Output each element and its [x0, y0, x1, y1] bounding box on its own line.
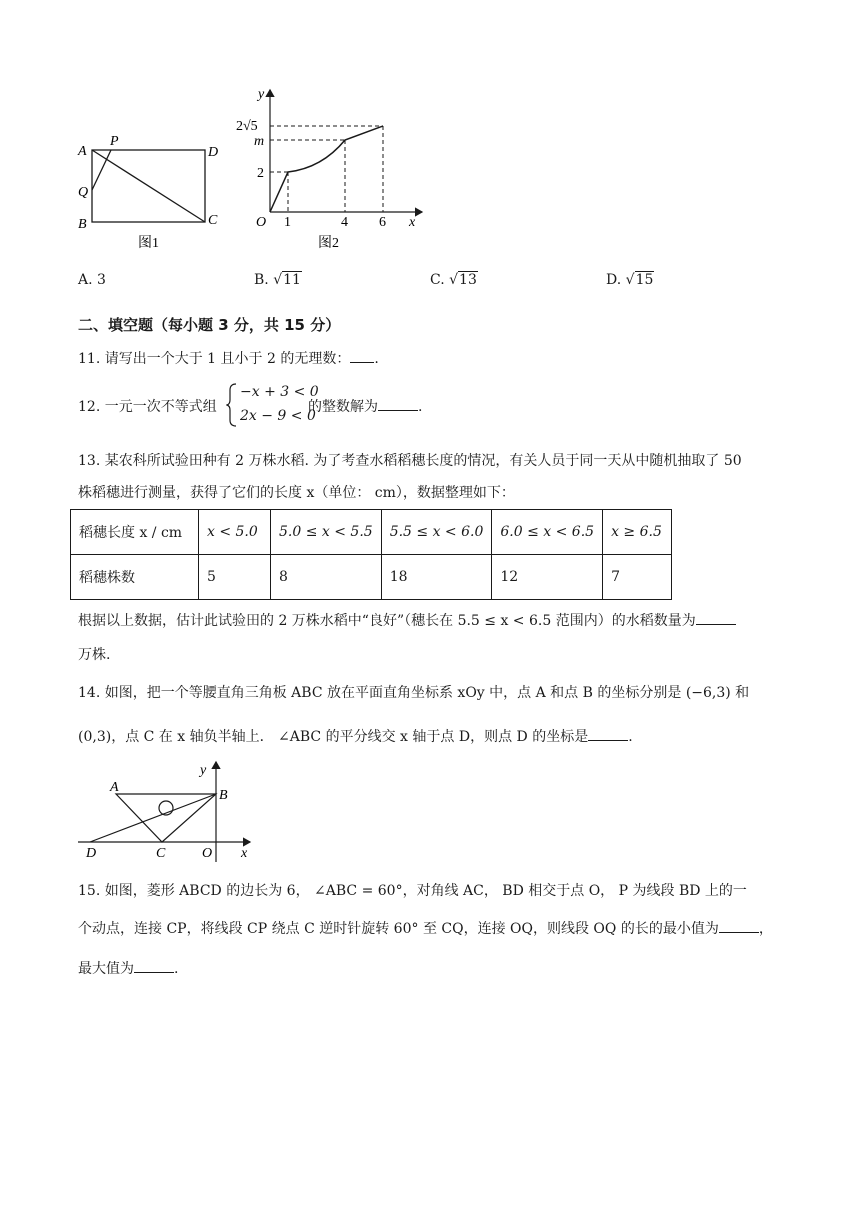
sqrt-icon: √13 [449, 272, 477, 288]
data-table [70, 509, 672, 600]
question-13-line-1: 13. 某农科所试验田种有 2 万株水稻. 为了考查水稻稻穗长度的情况，有关人员于同一天从中随机抽取了 50 [78, 453, 742, 469]
label-d: D [86, 846, 97, 861]
function-curve [270, 126, 383, 212]
option-d [606, 272, 654, 288]
sqrt-icon: √11 [273, 272, 301, 288]
figure-1-rectangle [72, 128, 232, 254]
question-14-line-2 [78, 726, 633, 746]
question-12-end: . [418, 399, 423, 415]
option-c-prefix: C. [430, 272, 445, 288]
y-tick-2: 2 [257, 166, 264, 181]
option-b [254, 272, 302, 288]
label-p: P [110, 134, 119, 149]
label-c: C [156, 846, 166, 861]
question-13-after-1 [78, 610, 736, 630]
question-15-line-3-text: 最大值为 [78, 961, 134, 977]
question-15-line-3 [78, 958, 178, 978]
axis-y-label: y [258, 87, 265, 102]
question-12-suffix-text: 的整数解为 [308, 399, 378, 415]
table-cell: 稻穗长度 x / cm [71, 510, 199, 555]
brace-icon [226, 382, 238, 428]
x-tick-4: 4 [341, 215, 348, 230]
label-a: A [78, 144, 87, 159]
question-15-line-2 [78, 918, 773, 938]
answer-blank [378, 398, 418, 411]
table-cell: 18 [381, 555, 492, 600]
option-d-value: 15 [635, 272, 654, 288]
figure-2-graph [232, 84, 432, 256]
question-11 [78, 348, 379, 368]
label-q: Q [78, 185, 89, 200]
question-13-after-2: 万株. [78, 647, 111, 663]
segment-ac [92, 150, 205, 222]
table-cell: 5.5 ≤ x < 6.0 [381, 510, 492, 555]
label-a: A [110, 780, 119, 795]
label-b: B [78, 217, 87, 232]
x-tick-1: 1 [284, 215, 291, 230]
question-12-suffix [308, 396, 422, 416]
table-cell: x ≥ 6.5 [603, 510, 672, 555]
table-cell: 稻穗株数 [71, 555, 199, 600]
option-b-value: 11 [283, 272, 301, 288]
label-x: x [241, 846, 248, 861]
table-row [71, 555, 672, 600]
table-cell: 7 [603, 555, 672, 600]
answer-blank [350, 350, 374, 363]
option-b-prefix: B. [254, 272, 269, 288]
table-cell: x < 5.0 [199, 510, 271, 555]
bisector-bd [90, 794, 216, 842]
label-o: O [202, 846, 213, 861]
label-y: y [200, 763, 207, 778]
y-tick-m: m [254, 134, 265, 149]
option-d-prefix: D. [606, 272, 622, 288]
question-11-text: 11. 请写出一个大于 1 且小于 2 的无理数： [78, 351, 351, 367]
figure-3-coordinate-triangle [74, 756, 260, 866]
question-12-prefix: 12. 一元一次不等式组 [78, 399, 217, 415]
inequality-2: 2x − 9 < 0 [240, 408, 316, 424]
sqrt-icon: √15 [625, 272, 654, 288]
question-15-line-1: 15. 如图，菱形 ABCD 的边长为 6， ∠ABC = 60°，对角线 AC， BD 相交于点 O， P 为线段 BD 上的一 [78, 883, 747, 899]
table-cell: 12 [492, 555, 603, 600]
answer-blank [696, 612, 736, 625]
answer-blank [588, 728, 628, 741]
table-cell: 8 [271, 555, 382, 600]
question-15-end: . [174, 961, 179, 977]
y-tick-2sqrt5: 2√5 [236, 119, 258, 134]
table-cell: 5.0 ≤ x < 5.5 [271, 510, 382, 555]
option-a: A. 3 [78, 272, 106, 288]
table-cell: 6.0 ≤ x < 6.5 [492, 510, 603, 555]
figure-1-caption: 图1 [138, 236, 159, 251]
option-c [430, 272, 478, 288]
axis-x-label: x [409, 215, 416, 230]
question-11-end: . [374, 351, 379, 367]
question-15-line-2-end: ， [758, 921, 773, 937]
option-c-value: 13 [459, 272, 477, 288]
question-13-after-1-text: 根据以上数据，估计此试验田的 2 万株水稻中“良好”（穗长在 5.5 ≤ x < 6.5 范围内）的水稻数量为 [78, 613, 696, 629]
question-14-line-2-text: (0,3)，点 C 在 x 轴负半轴上． ∠ABC 的平分线交 x 轴于点 D，则点 D 的坐标是 [78, 729, 589, 745]
label-b: B [219, 788, 228, 803]
question-15-line-2-text: 个动点，连接 CP，将线段 CP 绕点 C 逆时针旋转 60° 至 CQ，连接 OQ，则线段 OQ 的长的最小值为 [78, 921, 719, 937]
answer-blank [134, 960, 174, 973]
question-13-line-2: 株稻穗进行测量，获得了它们的长度 x（单位： cm），数据整理如下： [78, 485, 515, 501]
table-cell: 5 [199, 555, 271, 600]
label-d: D [208, 145, 219, 160]
question-14-line-1: 14. 如图，把一个等腰直角三角板 ABC 放在平面直角坐标系 xOy 中，点 A 和点 B 的坐标分别是 (−6,3) 和 [78, 685, 750, 701]
answer-blank [719, 920, 759, 933]
question-14-end: . [628, 729, 633, 745]
figure-2-caption: 图2 [318, 236, 339, 251]
table-row [71, 510, 672, 555]
x-tick-6: 6 [379, 215, 386, 230]
section-title: 二、填空题（每小题 3 分，共 15 分） [78, 316, 341, 334]
label-c: C [208, 213, 218, 228]
origin-label: O [256, 215, 267, 230]
inequality-1: −x + 3 < 0 [240, 384, 319, 400]
